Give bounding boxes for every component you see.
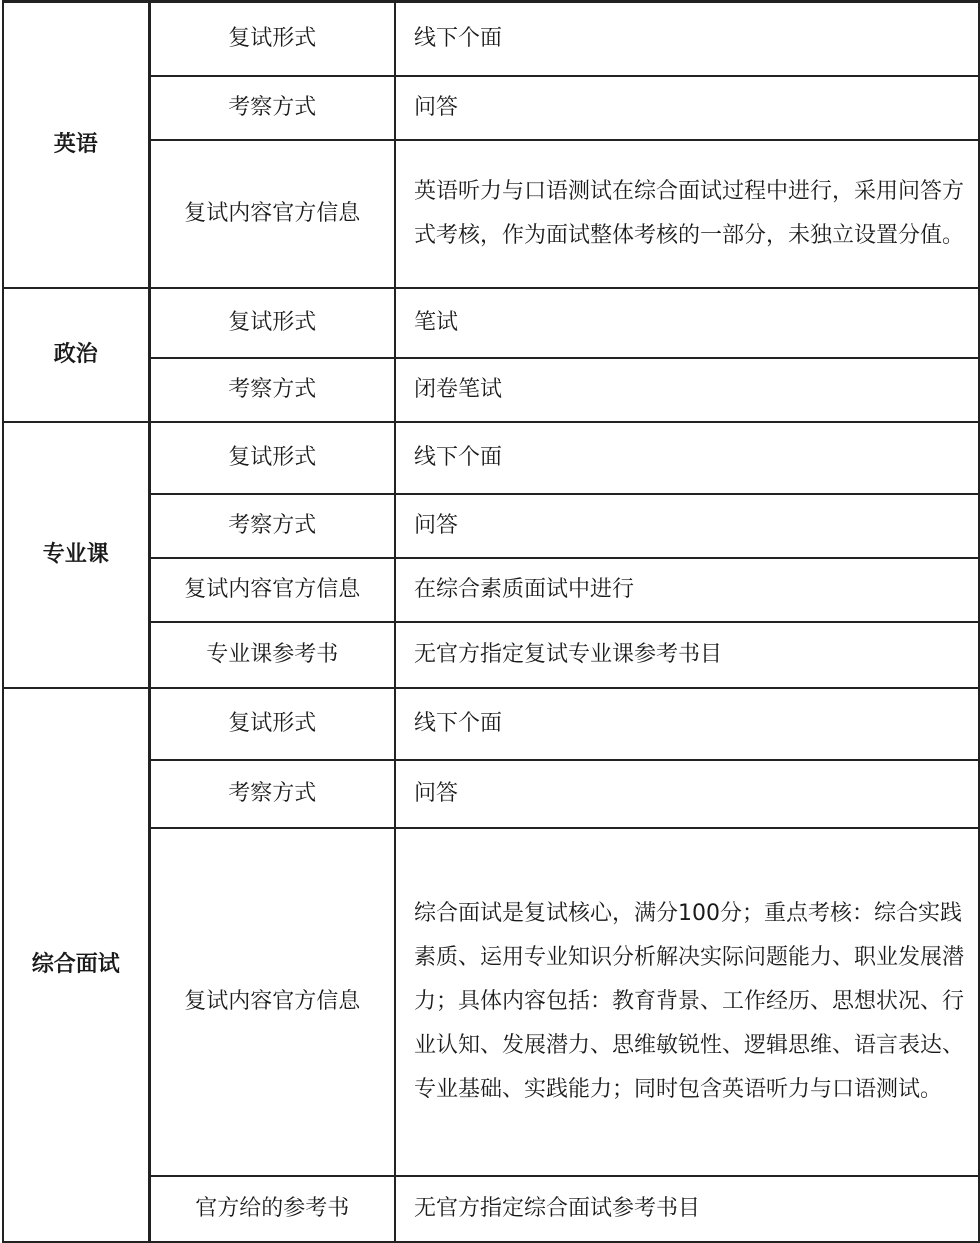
table-row <box>3 622 979 688</box>
table-row <box>3 422 979 494</box>
row-label: 考察方式 <box>149 494 395 558</box>
row-label: 复试内容官方信息 <box>149 140 395 288</box>
row-value: 无官方指定复试专业课参考书目 <box>395 622 979 688</box>
category-cell: 综合面试 <box>3 688 149 1242</box>
table-row <box>3 760 979 828</box>
table-row <box>3 1176 979 1242</box>
table-row <box>3 76 979 140</box>
retest-info-table <box>2 0 980 1243</box>
table-row <box>3 494 979 558</box>
row-label: 考察方式 <box>149 358 395 422</box>
row-label: 复试形式 <box>149 422 395 494</box>
row-label: 复试内容官方信息 <box>149 558 395 622</box>
row-label: 复试形式 <box>149 2 395 76</box>
row-value: 英语听力与口语测试在综合面试过程中进行，采用问答方式考核，作为面试整体考核的一部分，未独立设置分值。 <box>395 140 979 288</box>
table-row <box>3 358 979 422</box>
row-value: 线下个面 <box>395 422 979 494</box>
row-label: 考察方式 <box>149 760 395 828</box>
row-label: 复试内容官方信息 <box>149 828 395 1176</box>
row-value: 线下个面 <box>395 688 979 760</box>
row-value: 无官方指定综合面试参考书目 <box>395 1176 979 1242</box>
table-row <box>3 2 979 76</box>
row-label: 复试形式 <box>149 288 395 358</box>
category-cell: 英语 <box>3 2 149 288</box>
row-value: 线下个面 <box>395 2 979 76</box>
row-label: 考察方式 <box>149 76 395 140</box>
row-value: 笔试 <box>395 288 979 358</box>
table-row <box>3 828 979 1176</box>
row-value: 问答 <box>395 494 979 558</box>
row-label: 专业课参考书 <box>149 622 395 688</box>
table-row <box>3 288 979 358</box>
row-label: 复试形式 <box>149 688 395 760</box>
row-value: 在综合素质面试中进行 <box>395 558 979 622</box>
table-row <box>3 140 979 288</box>
row-value: 综合面试是复试核心，满分100分；重点考核：综合实践素质、运用专业知识分析解决实际问题能力、职业发展潜力；具体内容包括：教育背景、工作经历、思想状况、行业认知、发展潜力、思维敏锐性、逻辑思维、语言表达、专业基础、实践能力；同时包含英语听力与口语测试。 <box>395 828 979 1176</box>
row-value: 问答 <box>395 760 979 828</box>
category-cell: 政治 <box>3 288 149 422</box>
row-label: 官方给的参考书 <box>149 1176 395 1242</box>
row-value: 问答 <box>395 76 979 140</box>
row-value: 闭卷笔试 <box>395 358 979 422</box>
category-cell: 专业课 <box>3 422 149 688</box>
table-row <box>3 558 979 622</box>
table-row <box>3 688 979 760</box>
